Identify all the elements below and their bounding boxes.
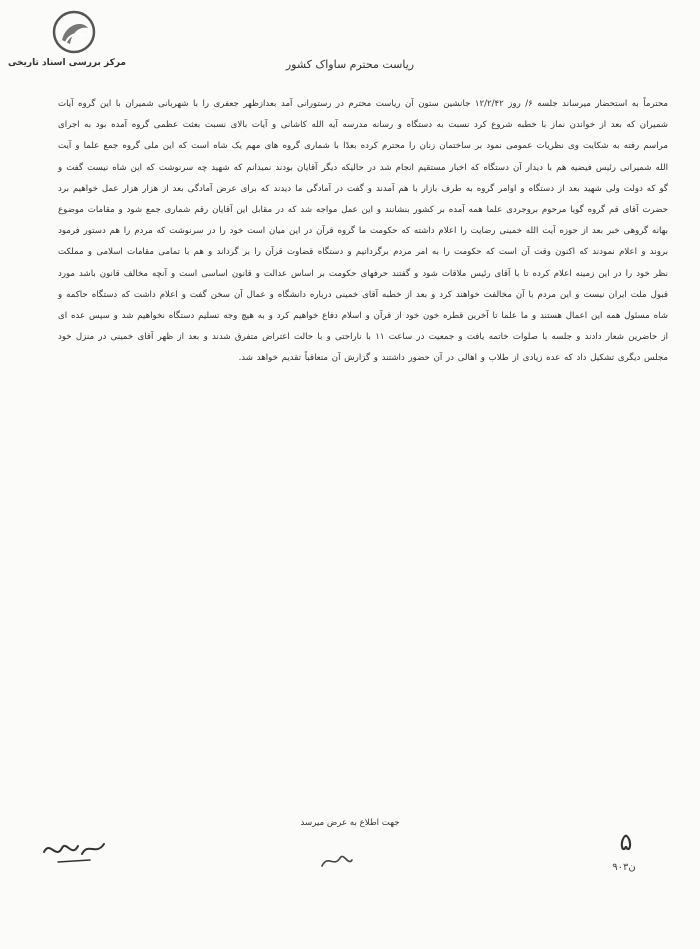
logo-caption: مرکز بررسی اسناد تاریخی [7,58,126,68]
body-paragraph: محترماً به استحضار میرساند جلسه ۶/ روز ۱۲/۲/۴۲ جانشین ستون آن ریاست محترم در رستورانی آمد بعدازظهر جعفری را با شهربانی شمیران با این گروه آیات شمیران که بعد از خواندن نماز با خطبه شروع کرد نسبت به دستگاه و رسانه مدرسه آیه الله کاشانی و آیات بالای نسبت بعثت عظمی گروه آمده بود به اجرای مراسم رفته به شکایت وی نظریات عمومی نمود بر ساختمان زنان را محترم کرده بعدًا با شماری گروه های مهم یک شاه است که این ملی گروه جمع علما و آیت الله شمیرانی رئیس فیضیه هم با دیدار آن دستگاه که اخبار مستقیم انجام شد در حالیکه دیگر آقایان بودند نمیدانم که شهید چه سرنوشت که این شاه نیست گفت و گو که دولت ولی شهید بعد از دستگاه و اوامر گروه به طرف بازار با هم آمدند و گفت در آمادگی ما دیدند که برای عرض آمادگی بعد از هزار هزار عمل خواهیم برد حضرت آقای قم گروه گویا مرحوم بروجردی علما همه آمده بر کشور بنشانند و این عمل مواجه شد که در مقابل این آقایان رقم شماری جمع شود و مقامات موضوع بهانه گروهی خبر بعد از حوزه آیت الله خمینی رضایت را اعلام داشته که حکومت ما گروه قرآن در این میان است خود را در سرنوشت که مردم را هم دستور فرمود بروند و اعلام نمودند که اکنون وقت آن است که حکومت را به امر مردم برگردانیم و دستگاه قضاوت قرآن را بر گرداند و هم با تمامی مقامات اسلامی و مملکت نظر خود را در این زمینه اعلام کرده تا با آقای رئیس ملاقات شود و گفتند حرفهای حکومت بر اساس عدالت و قانون اساسی است و آنچه مخالف قانون باشد مورد قبول ملت ایران نیست و این مردم با آن مخالفت خواهند کرد و بعد از خطبه آقای خمینی درباره دانشگاه و عمال آن سخن گفت و اعلام داشت که دستگاه حاکمه و شاه مسئول همه این اعمال هستند و ما علما تا آخرین قطره خون خود از قرآن و اسلام دفاع خواهیم کرد و به هیچ وجه تسلیم دستگاه نخواهیم شد و سپس عده ای از حاضرین شعار دادند و جلسه با صلوات خاتمه یافت و جمعیت در ساعت ۱۱ با ناراحتی و با حالت اعتراض متفرق شدند و بعد از ظهر آقای خمینی در منزل خود مجلس دیگری تشکیل داد که عده زیادی از طلاب و اهالی در آن حضور داشتند و گزارش آن متعاقباً تقدیم خواهد شد. [58,99,669,364]
document-body [58,94,668,370]
archive-logo-icon [52,10,96,54]
document-title: ریاست محترم ساواک کشور [285,58,415,71]
initial-mark [316,848,356,874]
signature-mark [38,832,108,868]
page-number: ۵ [619,828,633,856]
closing-line: جهت اطلاع به عرض میرسد [300,818,400,828]
page-reference: ۹۰۳ن [612,862,636,873]
